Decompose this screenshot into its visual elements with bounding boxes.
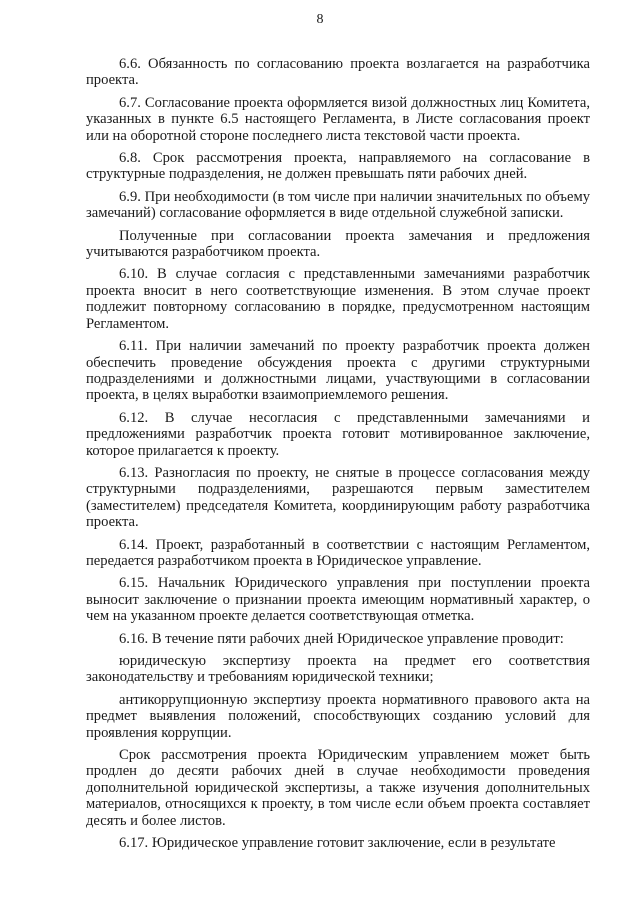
paragraph-6-9: 6.9. При необходимости (в том числе при наличии значительных по объему замечаний) согласование оформляется в виде отдельной служебной записки. <box>86 188 590 222</box>
paragraph-6-8: 6.8. Срок рассмотрения проекта, направляемого на согласование в структурные подразделения, не должен превышать пяти рабочих дней. <box>86 150 590 183</box>
paragraph-6-6: 6.6. Обязанность по согласованию проекта возлагается на разработчика проекта. <box>86 56 590 89</box>
paragraph-6-12: 6.12. В случае несогласия с представленными замечаниями и предложениями разработчик проекта готовит мотивированное заключение, которое прилагается к проекту. <box>86 409 590 459</box>
paragraph-6-15: 6.15. Начальник Юридического управления при поступлении проекта выносит заключение о признании проекта имеющим нормативный характер, о чем на указанном проекте делается соответствующая отметка. <box>86 575 590 625</box>
paragraph-6-16: 6.16. В течение пяти рабочих дней Юридическое управление проводит: <box>119 630 564 647</box>
page-number: 8 <box>316 12 324 27</box>
paragraph-6-10: 6.10. В случае согласия с представленными замечаниями разработчик проекта вносит в него соответствующие изменения. В этом случае проект подлежит повторному согласованию в порядке, предусмотренном настоящим Регламентом. <box>86 266 590 332</box>
paragraph-review-period: Срок рассмотрения проекта Юридическим управлением может быть продлен до десяти рабочих дней в случае необходимости проведения дополнительной юридической экспертизы, а также изучения дополнительных материалов, относящихся к проекту, в том числе если объем проекта составляет десять и более листов. <box>86 747 590 829</box>
document-body <box>86 56 590 857</box>
paragraph-6-13: 6.13. Разногласия по проекту, не снятые в процессе согласования между структурными подразделениями, разрешаются первым заместителем (заместителем) председателя Комитета, координирующим работу разработчика проекта. <box>86 464 590 531</box>
paragraph-anticorruption-expertise: антикоррупционную экспертизу проекта нормативного правового акта на предмет выявления положений, способствующих созданию условий для проявления коррупции. <box>86 691 590 741</box>
paragraph-6-14: 6.14. Проект, разработанный в соответствии с настоящим Регламентом, передается разработчиком проекта в Юридическое управление. <box>86 536 590 569</box>
paragraph-6-7: 6.7. Согласование проекта оформляется визой должностных лиц Комитета, указанных в пункте 6.5 настоящего Регламента, в Листе согласования проект или на оборотной стороне последнего листа текстовой части проекта. <box>86 94 590 144</box>
paragraph-6-17: 6.17. Юридическое управление готовит заключение, если в результате <box>119 835 556 852</box>
paragraph-legal-expertise: юридическую экспертизу проекта на предмет его соответствия законодательству и требованиям юридической техники; <box>86 653 590 686</box>
paragraph-remarks: Полученные при согласовании проекта замечания и предложения учитываются разработчиком проекта. <box>86 227 590 261</box>
paragraph-6-11: 6.11. При наличии замечаний по проекту разработчик проекта должен обеспечить проведение обсуждения проекта с другими структурными подразделениями и должностными лицами, участвующими в согласовании проекта, в целях выработки взаимоприемлемого решения. <box>86 338 590 404</box>
